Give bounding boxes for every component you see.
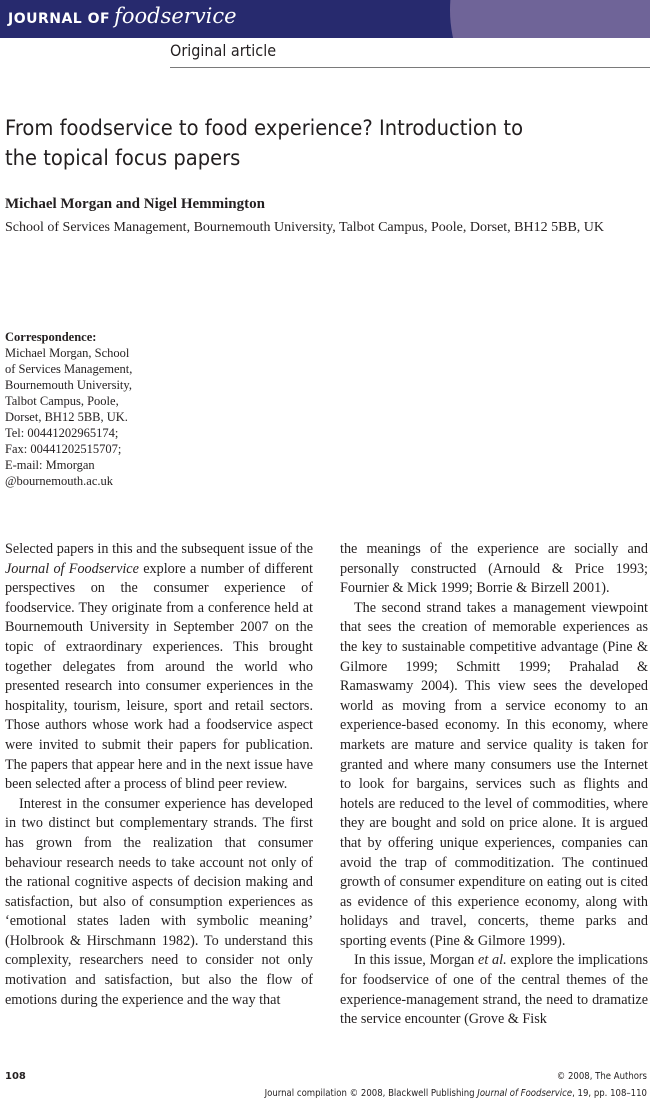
article-title bbox=[5, 113, 563, 173]
header-divider bbox=[170, 67, 650, 68]
text-run: In this issue, Morgan bbox=[354, 952, 479, 969]
body-paragraph: The second strand takes a management viewpoint that sees the creation of memorable experiences as the key to sustainable competitive advantage (Pine & Gilmore 1999; Schmitt 1999; Prahalad & Ramaswamy 2004). This view sees the developed world as moving from a service economy to an experience-based economy. In this economy, where markets are mature and service quality is taken for granted and where many consumers use the Internet to look for bargains, services such as flights and hotels are reduced to the level of commodities, where they are bought and sold on price alone. It is argued that by offering unique experiences, companies can avoid the trap of commoditization. The continued growth of consumer expenditure on eating out is cited as evidence of this experience economy, along with holidays and travel, concerts, theme parks and sporting events (Pine & Gilmore 1999). bbox=[340, 599, 648, 949]
text-run: Journal compilation © 2008, Blackwell Publishing bbox=[264, 1088, 478, 1099]
body-column-right bbox=[340, 540, 648, 1030]
journal-banner bbox=[0, 0, 650, 38]
article-authors: Michael Morgan and Nigel Hemmington bbox=[5, 196, 265, 212]
journal-name-title: foodservice bbox=[114, 4, 237, 28]
copyright-notice: © 2008, The Authors bbox=[556, 1071, 647, 1082]
body-paragraph bbox=[340, 951, 648, 1029]
article-title-line-1: From foodservice to food experience? Introduction to bbox=[5, 116, 524, 140]
journal-compilation-notice bbox=[265, 1088, 647, 1099]
journal-name-prefix: JOURNAL OF bbox=[8, 11, 111, 27]
correspondence-line: Bournemouth University, bbox=[5, 378, 132, 392]
correspondence-line: Dorset, BH12 5BB, UK. bbox=[5, 410, 128, 424]
text-run: , 19, pp. 108–110 bbox=[572, 1088, 647, 1099]
text-run: Selected papers in this and the subsequent issue of the bbox=[5, 541, 313, 557]
correspondence-phone: Tel: 00441202965174; bbox=[5, 426, 119, 440]
page-number: 108 bbox=[5, 1071, 26, 1082]
body-column-left bbox=[5, 540, 313, 1010]
banner-swoosh-decoration bbox=[450, 0, 650, 38]
body-paragraph: Interest in the consumer experience has developed in two distinct but complementary strands. The first has grown from the realization that consumer behaviour research needs to take account not only of the rational cognitive aspects of decision making and satisfaction, but also of consumption experiences as ‘emotional states laden with symbolic meaning’ (Holbrook & Hirschmann 1982). To understand this complexity, researchers need to consider not only motivation and satisfaction, but also the flow of emotions during the experience and the way that bbox=[5, 795, 313, 1008]
body-paragraph: the meanings of the experience are socially and personally constructed (Arnould & Price 1993; Fournier & Mick 1999; Borrie & Birzell 2001). bbox=[340, 541, 648, 597]
journal-title-italic: Journal of Foodservice bbox=[477, 1088, 573, 1099]
correspondence-line: of Services Management, bbox=[5, 362, 133, 376]
correspondence-line: Talbot Campus, Poole, bbox=[5, 394, 119, 408]
correspondence-email: E-mail: Mmorgan bbox=[5, 458, 95, 472]
journal-title-italic: Journal of Foodservice bbox=[5, 560, 139, 577]
et-al-italic: et al. bbox=[478, 952, 507, 969]
article-title-line-2: the topical focus papers bbox=[5, 146, 241, 170]
author-affiliation: School of Services Management, Bournemouth University, Talbot Campus, Poole, Dorset, BH12 5BB, UK bbox=[5, 220, 605, 235]
correspondence-fax: Fax: 00441202515707; bbox=[5, 442, 122, 456]
text-run: explore a number of different perspectives on the consumer experience of foodservice. They originate from a conference held at Bournemouth University in September 2007 on the topic of extraordinary experiences. This brought together delegates from around the world who presented research into consumer experiences in the hospitality, tourism, leisure, sport and retail sectors. Those authors whose work had a foodservice aspect were invited to submit their papers for publication. The papers that appear here and in the next issue have been selected after a process of blind peer review. bbox=[5, 560, 314, 793]
correspondence-email-domain: @bournemouth.ac.uk bbox=[5, 474, 114, 488]
text-run: explore the implications for foodservice of one of the central themes of the experience-management strand, the need to dramatize the service encounter (Grove & Fisk bbox=[340, 952, 648, 1028]
body-paragraph bbox=[5, 540, 313, 795]
article-type-label: Original article bbox=[170, 41, 277, 60]
correspondence-label: Correspondence: bbox=[5, 330, 97, 344]
correspondence-block bbox=[5, 329, 165, 489]
correspondence-line: Michael Morgan, School bbox=[5, 346, 130, 360]
journal-logo bbox=[8, 4, 237, 28]
